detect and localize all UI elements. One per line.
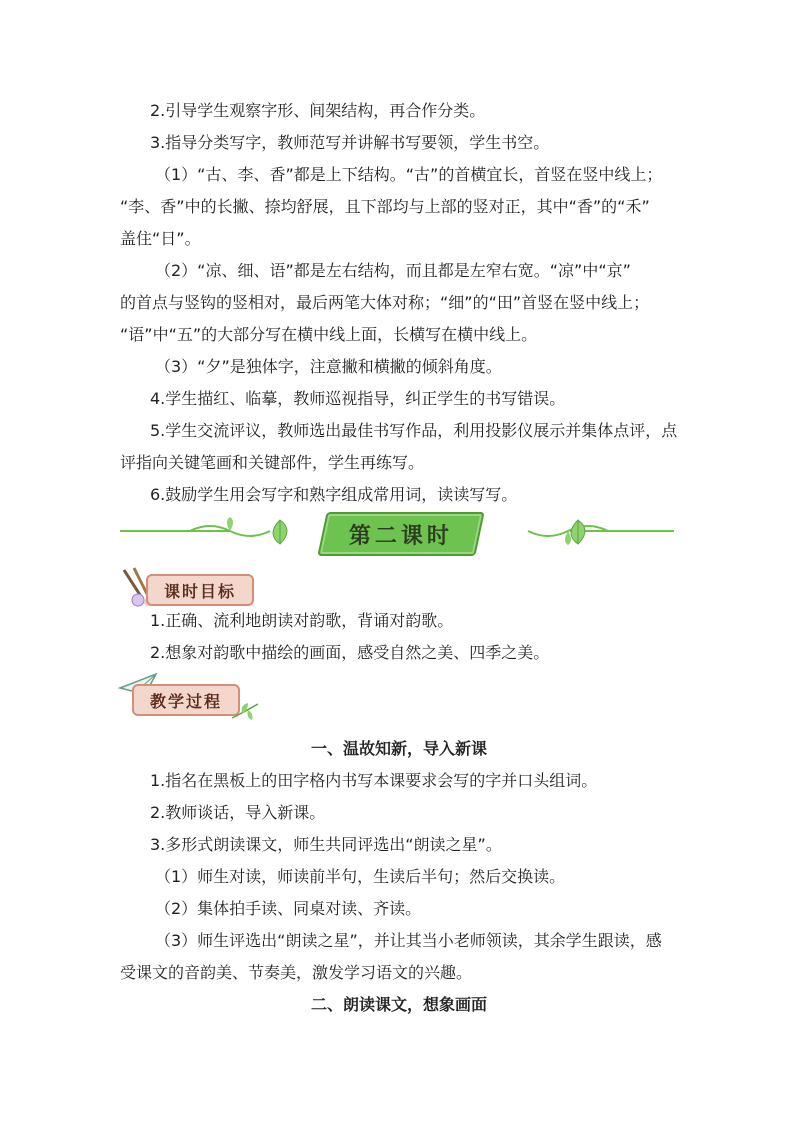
objectives-tag-label: 课时目标 — [163, 581, 236, 601]
paragraph-sub-3: （3）“夕”是独体字，注意撇和横撇的倾斜角度。 — [155, 357, 502, 376]
paragraph-sub-2-line-3: “语”中“五”的大部分写在横中线上面，长横写在横中线上。 — [120, 325, 538, 344]
process-step-3: 3.多形式朗读课文，师生共同评选出“朗读之星”。 — [150, 835, 502, 854]
paragraph-step-6: 6.鼓励学生用会写字和熟字组成常用词，读读写写。 — [150, 485, 518, 504]
process-tag-label: 教学过程 — [149, 691, 222, 711]
section-banner — [317, 512, 484, 556]
process-tag — [132, 684, 240, 716]
process-step-2: 2.教师谈话，导入新课。 — [150, 803, 326, 822]
process-sub-1: （1）师生对读，师读前半句，生读后半句；然后交换读。 — [155, 867, 566, 886]
heading-read-imagine: 二、朗读课文，想象画面 — [311, 995, 488, 1014]
process-sub-2: （2）集体拍手读、同桌对读、齐读。 — [155, 899, 422, 918]
heading-review-intro: 一、温故知新，导入新课 — [311, 739, 488, 758]
paragraph-step-5-line-1: 5.学生交流评议，教师选出最佳书写作品，利用投影仪展示并集体点评，点 — [150, 421, 678, 440]
section-banner-title: 第二课时 — [348, 522, 453, 549]
objective-item-2: 2.想象对韵歌中描绘的画面，感受自然之美、四季之美。 — [150, 643, 550, 662]
process-step-1: 1.指名在黑板上的田字格内书写本课要求会写的字并口头组词。 — [150, 771, 598, 790]
paragraph-sub-2-line-1: （2）“凉、细、语”都是左右结构，而且都是左窄右宽。“凉”中“京” — [155, 261, 631, 280]
paragraph-step-5-line-2: 评指向关键笔画和关键部件，学生再练写。 — [120, 453, 425, 472]
process-sub-3-line-2: 受课文的音韵美、节奏美，激发学习语文的兴趣。 — [120, 963, 473, 982]
paragraph-sub-2-line-2: 的首点与竖钩的竖相对，最后两笔大体对称；“细”的“田”首竖在竖中线上； — [120, 293, 650, 312]
paragraph-sub-1-line-3: 盖住“日”。 — [120, 229, 201, 248]
paragraph-step-4: 4.学生描红、临摹，教师巡视指导，纠正学生的书写错误。 — [150, 389, 566, 408]
objective-item-1: 1.正确、流利地朗读对韵歌，背诵对韵歌。 — [150, 611, 454, 630]
paragraph-sub-1-line-1: （1）“古、李、香”都是上下结构。“古”的首横宜长，首竖在竖中线上； — [155, 165, 663, 184]
leaf-sprig-icon — [230, 700, 260, 722]
objectives-tag — [146, 574, 254, 606]
right-vine-decoration-icon — [478, 516, 608, 546]
left-vine-decoration-icon — [190, 516, 320, 546]
process-sub-3-line-1: （3）师生评选出“朗读之星”，并让其当小老师领读，其余学生跟读，感 — [155, 931, 662, 950]
paragraph-sub-1-line-2: “李、香”中的长撇、捺均舒展，且下部均与上部的竖对正，其中“香”的“禾” — [120, 197, 650, 216]
paragraph-step-2: 2.引导学生观察字形、间架结构，再合作分类。 — [150, 101, 486, 120]
paragraph-step-3: 3.指导分类写字，教师范写并讲解书写要领，学生书空。 — [150, 133, 550, 152]
